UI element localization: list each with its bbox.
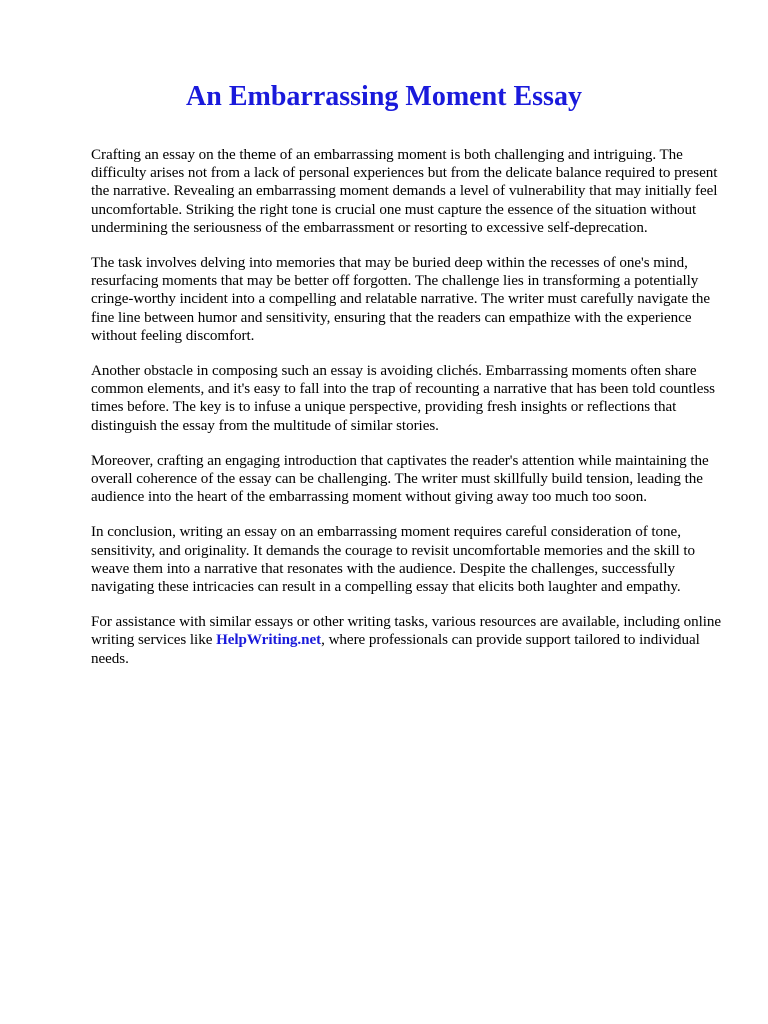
helpwriting-link[interactable]: HelpWriting.net bbox=[216, 632, 322, 649]
closing-text-before-link: For assistance with similar essays or other writing tasks, various resources are available, including online writing services like bbox=[91, 614, 722, 649]
paragraph-4: Moreover, crafting an engaging introduction that captivates the reader's attention while maintaining the overall coherence of the essay can be challenging. The writer must skillfully build tension, leading the audience into the heart of the embarrassing moment without giving away too much too soon. bbox=[91, 452, 709, 506]
closing-text-after-link: , where professionals can provide support tailored to individual needs. bbox=[91, 632, 700, 667]
paragraph-2: The task involves delving into memories that may be buried deep within the recesses of one's mind, resurfacing moments that may be better off forgotten. The challenge lies in transforming a potentially cringe-worthy incident into a compelling and relatable narrative. The writer must carefully navigate the fine line between humor and sensitivity, ensuring that the readers can empathize with the experience without feeling discomfort. bbox=[91, 255, 710, 344]
paragraph-1: Crafting an essay on the theme of an embarrassing moment is both challenging and intriguing. The difficulty arises not from a lack of personal experiences but from the delicate balance required to present the narrative. Revealing an embarrassing moment demands a level of vulnerability that may initially feel uncomfortable. Striking the right tone is crucial one must capture the essence of the situation without undermining the seriousness of the embarrassment or resorting to excessive self-deprecation. bbox=[91, 147, 718, 236]
paragraph-5: In conclusion, writing an essay on an embarrassing moment requires careful consideration of tone, sensitivity, and originality. It demands the courage to revisit uncomfortable memories and the skill to weave them into a narrative that resonates with the audience. Despite the challenges, successfully navigating these intricacies can result in a compelling essay that elicits both laughter and empathy. bbox=[91, 524, 696, 596]
paragraph-3: Another obstacle in composing such an essay is avoiding clichés. Embarrassing moments often share common elements, and it's easy to fall into the trap of recounting a narrative that has been told countless times before. The key is to infuse a unique perspective, providing fresh insights or reflections that distinguish the essay from the multitude of similar stories. bbox=[91, 363, 715, 434]
paragraph-closing bbox=[91, 613, 724, 668]
page-title: An Embarrassing Moment Essay bbox=[186, 81, 582, 112]
essay-body bbox=[91, 146, 724, 685]
